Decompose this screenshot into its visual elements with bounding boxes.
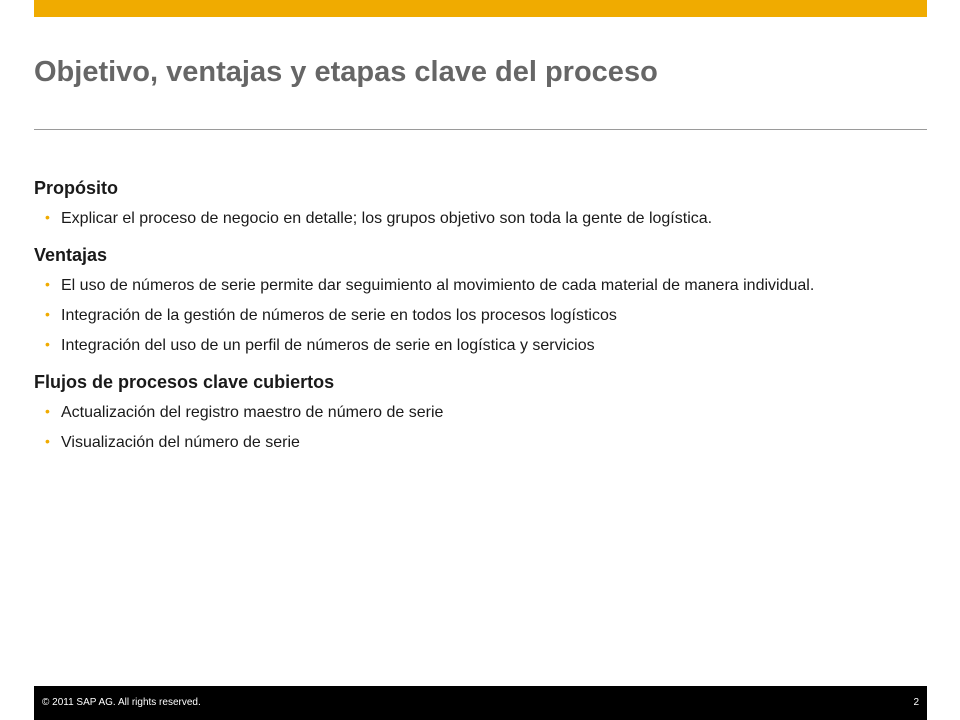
- top-accent-bar: [34, 0, 927, 17]
- bullet-dot-icon: •: [45, 276, 50, 292]
- bullet-dot-icon: •: [45, 403, 50, 419]
- section-flujos: [34, 370, 894, 454]
- page-number: 2: [913, 697, 919, 708]
- bullet-text: Integración de la gestión de números de serie en todos los procesos logísticos: [61, 307, 617, 324]
- bullet-item: [34, 274, 894, 297]
- bullet-item: [34, 304, 894, 327]
- bullet-dot-icon: •: [45, 336, 50, 352]
- bullet-item: [34, 401, 894, 424]
- bullet-list: [34, 207, 894, 230]
- bullet-dot-icon: •: [45, 306, 50, 322]
- bullet-dot-icon: •: [45, 209, 50, 225]
- bullet-item: [34, 334, 894, 357]
- section-heading: Ventajas: [34, 245, 108, 265]
- bullet-item: [34, 431, 894, 454]
- bullet-item: [34, 207, 894, 230]
- section-proposito: [34, 176, 894, 230]
- title-divider: [34, 129, 927, 130]
- bullet-list: [34, 401, 894, 454]
- section-ventajas: [34, 243, 894, 357]
- section-heading: Flujos de procesos clave cubiertos: [34, 372, 335, 392]
- bullet-text: El uso de números de serie permite dar seguimiento al movimiento de cada material de manera individual.: [61, 277, 815, 294]
- footer-bar: [34, 686, 927, 720]
- slide-title: Objetivo, ventajas y etapas clave del proceso: [34, 56, 658, 88]
- bullet-text: Integración del uso de un perfil de números de serie en logística y servicios: [61, 337, 595, 354]
- bullet-list: [34, 274, 894, 357]
- section-heading: Propósito: [34, 178, 118, 198]
- bullet-text: Actualización del registro maestro de número de serie: [61, 404, 444, 421]
- slide-content: [34, 176, 894, 467]
- bullet-text: Visualización del número de serie: [61, 434, 300, 451]
- copyright-text: © 2011 SAP AG. All rights reserved.: [42, 697, 201, 708]
- bullet-dot-icon: •: [45, 433, 50, 449]
- bullet-text: Explicar el proceso de negocio en detalle; los grupos objetivo son toda la gente de logística.: [61, 210, 713, 227]
